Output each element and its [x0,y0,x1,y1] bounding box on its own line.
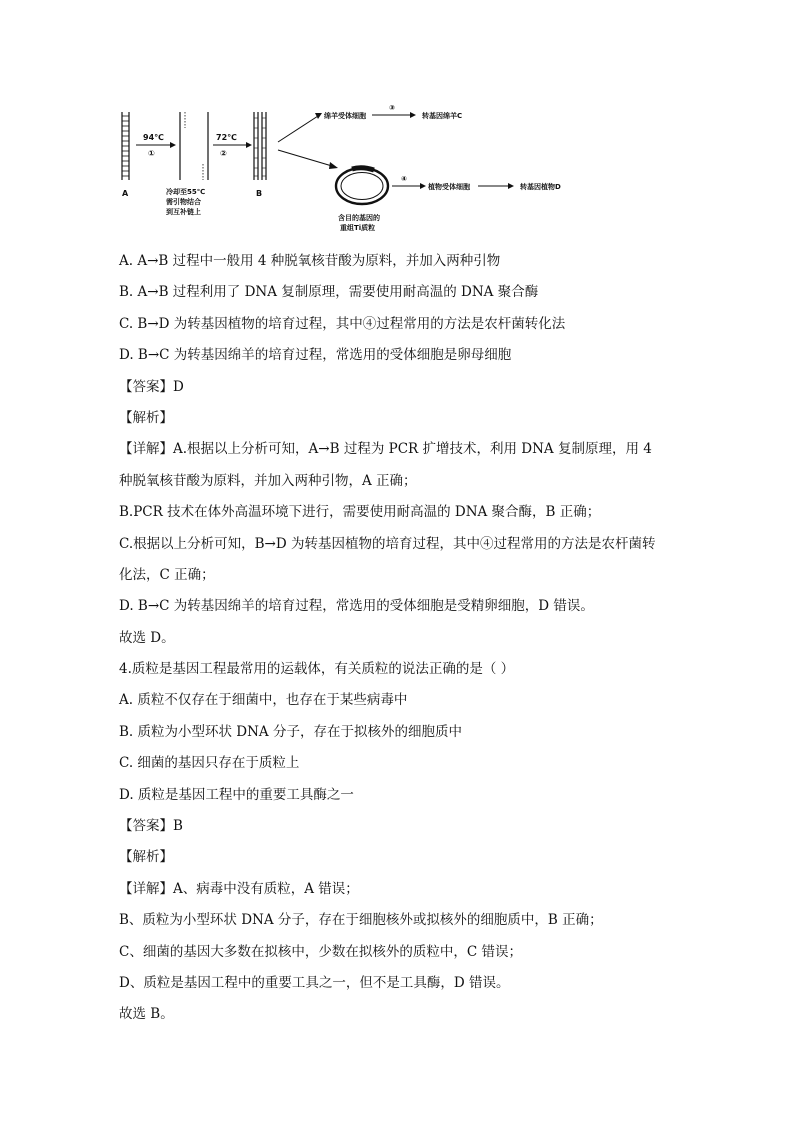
arrow-step-1 [136,142,176,148]
q3-option-a: A. A→B 过程中一般用 4 种脱氧核苷酸为原料，并加入两种引物 [119,253,501,269]
q4-option-b: B. 质粒为小型环状 DNA 分子，存在于拟核外的细胞质中 [119,723,462,740]
q4-option-d: D. 质粒是基因工程中的重要工具酶之一 [119,786,354,803]
q4-question: 4.质粒是基因工程最常用的运载体，有关质粒的说法正确的是（ ） [119,661,515,678]
q3-conclusion: 故选 D。 [119,629,175,646]
plant-receptor-cell: 植物受体细胞 [428,183,470,191]
arrow-b-to-sheep [278,113,322,142]
plasmid-label-1: 含目的基因的 [338,214,380,222]
q3-option-b: B. A→B 过程利用了 DNA 复制原理，需要使用耐高温的 DNA 聚合酶 [119,284,539,301]
cooling-note-1: 冷却至55℃ [166,188,206,196]
q3-option-c: C. B→D 为转基因植物的培育过程，其中④过程常用的方法是农杆菌转化法 [119,315,566,332]
q3-detail-3b: 化法，C 正确； [119,566,215,583]
separated-strands [180,112,208,180]
recombinant-plasmid [336,168,388,204]
cooling-note-3: 到互补链上 [166,208,201,216]
q3-option-d: D. B→C 为转基因绵羊的培育过程，常选用的受体细胞是卵母细胞 [119,347,512,364]
dna-double-strand-a [122,112,129,180]
transgenic-plant: 转基因植物D [520,183,561,191]
q4-option-a: A. 质粒不仅存在于细菌中，也存在于某些病毒中 [119,692,408,709]
label-b: B [256,189,263,198]
step2-temp: 72℃ [216,133,237,142]
q3-detail-3a: C.根据以上分析可知，B→D 为转基因植物的培育过程，其中④过程常用的方法是农杆菌转 [119,535,656,552]
q3-detail-2: B.PCR 技术在体外高温环境下进行，需要使用耐高温的 DNA 聚合酶，B 正确； [119,504,601,521]
step1-num: ① [148,149,155,158]
q3-detail-1a: 【详解】A.根据以上分析可知，A→B 过程为 PCR 扩增技术，利用 DNA 复制原理，用 4 [119,441,652,458]
q3-detail-4: D. B→C 为转基因绵羊的培育过程，常选用的受体细胞是受精卵细胞，D 错误。 [119,598,594,615]
arrow-plant-result [478,183,514,189]
dna-double-strand-b [254,112,266,180]
q3-analysis-heading: 【解析】 [119,409,173,426]
q4-detail-2: B、质粒为小型环状 DNA 分子，存在于细胞核外或拟核外的细胞质中，B 正确； [119,912,603,929]
step3-num: ③ [389,104,395,112]
q4-detail-3: C、细菌的基因大多数在拟核中，少数在拟核外的质粒中，C 错误； [119,943,522,960]
arrow-step-2 [213,142,252,148]
label-a: A [122,189,129,198]
q4-detail-4: D、质粒是基因工程中的重要工具之一，但不是工具酶，D 错误。 [119,974,510,991]
plasmid-label-2: 重组Ti质粒 [340,224,376,232]
sheep-receptor-cell: 绵羊受体细胞 [324,112,366,120]
q3-detail-1b: 种脱氧核苷酸为原料，并加入两种引物，A 正确； [119,472,417,489]
pcr-transgenic-diagram [110,98,610,238]
document-body [119,246,689,1031]
cooling-note-2: 需引物结合 [166,198,201,206]
q4-answer: 【答案】B [119,818,183,835]
arrow-step-4 [392,183,426,189]
arrow-step-3 [372,112,416,118]
arrow-b-to-plasmid [278,150,338,169]
q3-answer: 【答案】D [119,378,184,395]
step4-num: ④ [401,175,407,183]
q4-option-c: C. 细菌的基因只存在于质粒上 [119,755,300,772]
diagram-svg [110,98,610,238]
q4-analysis-heading: 【解析】 [119,849,173,866]
step1-temp: 94℃ [143,133,164,142]
q4-detail-1: 【详解】A、病毒中没有质粒，A 错误； [119,880,359,897]
step2-num: ② [220,149,227,158]
q4-conclusion: 故选 B。 [119,1006,174,1023]
transgenic-sheep: 转基因绵羊C [422,112,463,120]
